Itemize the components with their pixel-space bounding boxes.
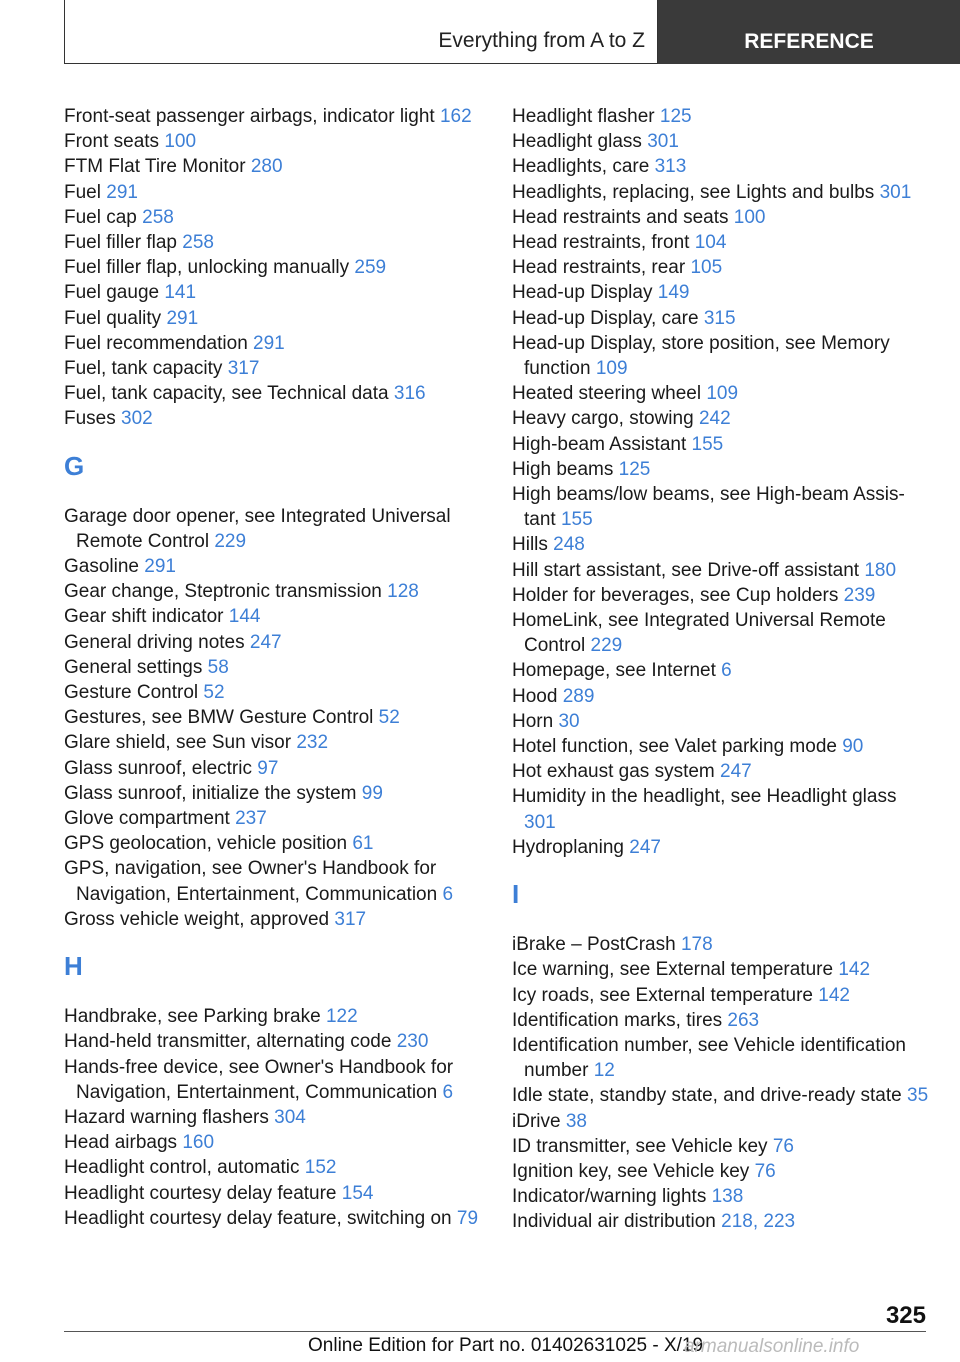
page-reference-link[interactable]: 154: [341, 1182, 374, 1204]
page-reference-link[interactable]: 315: [703, 307, 736, 329]
entry-term: Hot exhaust gas system: [512, 761, 715, 783]
entry-term: Ignition key, see Vehicle key: [512, 1160, 750, 1182]
page-reference-link[interactable]: 155: [691, 433, 724, 455]
index-entry: [64, 104, 484, 129]
page-reference-link[interactable]: 301: [524, 811, 556, 833]
page-reference-link[interactable]: 242: [698, 408, 731, 430]
index-entry: [64, 205, 484, 230]
index-entry: [64, 1130, 484, 1155]
index-entry: [512, 230, 932, 255]
entry-term: Headlight control, automatic: [64, 1157, 300, 1179]
entry-term: Fuel recommendation: [64, 332, 248, 354]
entry-term: Hotel function, see Valet parking mode: [512, 736, 837, 758]
page-reference-link[interactable]: 237: [235, 808, 267, 830]
entry-term: Holder for beverages, see Cup holders: [512, 584, 839, 606]
entry-term: Fuel, tank capacity: [64, 358, 223, 380]
page-reference-link[interactable]: 259: [354, 257, 387, 279]
index-entry: [512, 1159, 932, 1184]
index-entry: [512, 1083, 932, 1108]
entry-term: Identification marks, tires: [512, 1009, 723, 1031]
page-reference-link[interactable]: 30: [558, 710, 580, 732]
page-reference-link[interactable]: 58: [207, 656, 229, 678]
page-reference-link[interactable]: 291: [144, 556, 176, 578]
page-reference-link[interactable]: 79: [456, 1207, 479, 1229]
page-reference-link[interactable]: 301: [647, 131, 679, 153]
page-reference-link[interactable]: 247: [249, 631, 282, 653]
entry-term: GPS, navigation, see Owner's Handbook for Navigation, Entertainment, Communication: [64, 858, 438, 905]
entry-term: Handbrake, see Parking brake: [64, 1006, 321, 1028]
entry-term: Hood: [512, 685, 558, 707]
index-entry: [64, 381, 484, 406]
entry-term: Head restraints, front: [512, 232, 690, 254]
page-reference-link[interactable]: 317: [334, 908, 367, 930]
index-entry: [512, 104, 932, 129]
entry-term: Headlights, replacing, see Lights and bulbs: [512, 181, 875, 203]
entry-term: Identification number, see Vehicle identification number: [512, 1034, 906, 1082]
index-letter-heading: H: [64, 951, 83, 982]
page-reference-link[interactable]: 104: [694, 232, 727, 254]
page-reference-link[interactable]: 247: [720, 761, 752, 783]
entry-term: High beams/low beams, see High-beam Assis-tant: [512, 484, 905, 531]
page-reference-link[interactable]: 301: [879, 181, 912, 203]
entry-term: iBrake – PostCrash: [512, 934, 676, 956]
index-entry: [64, 154, 484, 179]
index-entry: [512, 482, 932, 532]
page-reference-link[interactable]: 38: [565, 1110, 587, 1132]
page-reference-link[interactable]: 291: [253, 332, 285, 354]
entry-term: Heavy cargo, stowing: [512, 408, 694, 430]
index-entry: [64, 356, 484, 381]
index-entry: [64, 1029, 484, 1054]
index-entry: [64, 554, 484, 579]
index-entry: [512, 1209, 932, 1234]
index-entry: [512, 1008, 932, 1033]
entry-term: Fuel quality: [64, 307, 162, 329]
entry-term: Headlight glass: [512, 131, 642, 153]
index-entry: [64, 630, 484, 655]
index-entry: [64, 730, 484, 755]
entry-term: Head-up Display, care: [512, 307, 699, 329]
index-entry: [512, 784, 932, 834]
page-reference-link[interactable]: 122: [325, 1006, 358, 1028]
page-reference-link[interactable]: 99: [361, 782, 383, 804]
entry-term: Head airbags: [64, 1132, 178, 1154]
index-entry: [64, 806, 484, 831]
entry-term: Homepage, see Internet: [512, 660, 716, 682]
entry-term: Hands-free device, see Owner's Handbook for Navigation, Entertainment, Communication: [64, 1056, 454, 1103]
index-entry: [64, 180, 484, 205]
index-entry: [512, 835, 932, 860]
entry-term: Horn: [512, 710, 554, 732]
index-entry: [512, 205, 932, 230]
entry-term: General settings: [64, 656, 203, 678]
page-reference-link[interactable]: 258: [182, 232, 214, 254]
page-number: 325: [885, 1302, 926, 1329]
index-entry: [512, 684, 932, 709]
index-column-left: [64, 104, 484, 1231]
page-reference-link[interactable]: 289: [562, 685, 595, 707]
entry-term: Fuel filler flap, unlocking manually: [64, 257, 350, 279]
page-reference-link[interactable]: 180: [864, 559, 897, 581]
entry-term: Gear shift indicator: [64, 606, 224, 628]
page-reference-link[interactable]: 178: [680, 934, 713, 956]
index-entry: [64, 1181, 484, 1206]
index-entry: [64, 306, 484, 331]
page-reference-link[interactable]: 125: [618, 458, 651, 480]
page-reference-link[interactable]: 142: [838, 959, 871, 981]
page-reference-link[interactable]: 90: [842, 736, 864, 758]
page-reference-link[interactable]: 76: [772, 1135, 794, 1157]
page-reference-link[interactable]: 317: [227, 358, 260, 380]
page-reference-link[interactable]: 141: [164, 282, 197, 304]
index-entry: [64, 680, 484, 705]
page-reference-link[interactable]: 138: [711, 1186, 744, 1208]
entry-term: Glare shield, see Sun visor: [64, 732, 292, 754]
page-reference-link[interactable]: 291: [166, 307, 199, 329]
index-entry: [64, 230, 484, 255]
entry-term: Gesture Control: [64, 682, 199, 704]
index-entry: [512, 1184, 932, 1209]
entry-term: Gestures, see BMW Gesture Control: [64, 707, 374, 729]
index-entry: [64, 705, 484, 730]
page-reference-link[interactable]: 6: [721, 660, 732, 682]
index-entry: [512, 154, 932, 179]
index-entry: [64, 331, 484, 356]
index-letter-heading: G: [64, 450, 85, 481]
index-entry: [512, 1134, 932, 1159]
entry-term: iDrive: [512, 1110, 561, 1132]
index-entry: [64, 1055, 484, 1105]
index-entry: [64, 1004, 484, 1029]
entry-term: FTM Flat Tire Monitor: [64, 156, 246, 178]
index-entry: [64, 129, 484, 154]
index-entry: [512, 983, 932, 1008]
entry-term: Fuel gauge: [64, 282, 160, 304]
entry-term: HomeLink, see Integrated Universal Remote Control: [512, 610, 886, 657]
page-reference-link[interactable]: 12: [593, 1060, 615, 1082]
watermark: armanualsonline.info: [684, 1336, 860, 1357]
entry-term: Front seats: [64, 131, 160, 153]
entry-term: Hand-held transmitter, alternating code: [64, 1031, 392, 1053]
footer-text: Online Edition for Part no. 01402631025 - X/19: [308, 1335, 704, 1356]
index-entry: [64, 280, 484, 305]
entry-term: Glove compartment: [64, 808, 230, 830]
page-reference-link[interactable]: 35: [907, 1085, 929, 1107]
entry-term: Glass sunroof, initialize the system: [64, 782, 357, 804]
page-reference-link[interactable]: 313: [654, 156, 687, 178]
entry-term: Headlight courtesy delay feature, switching on: [64, 1207, 452, 1229]
page-reference-link[interactable]: 109: [595, 358, 628, 380]
index-entry: [512, 558, 932, 583]
index-entry: [512, 532, 932, 557]
index-entry: [64, 255, 484, 280]
page-reference-link[interactable]: 263: [727, 1009, 760, 1031]
index-entry: [64, 504, 484, 554]
index-column-right: [512, 104, 932, 1235]
entry-term: Gasoline: [64, 556, 139, 578]
entry-term: High-beam Assistant: [512, 433, 687, 455]
page-reference-link[interactable]: 155: [560, 509, 593, 531]
entry-term: Fuel, tank capacity, see Technical data: [64, 383, 389, 405]
page-reference-link[interactable]: 160: [182, 1132, 215, 1154]
page-reference-link[interactable]: 232: [296, 732, 329, 754]
index-entry: [64, 1155, 484, 1180]
page-reference-link[interactable]: 61: [352, 833, 374, 855]
index-entry: [512, 658, 932, 683]
page-reference-link[interactable]: 100: [733, 206, 766, 228]
index-entry: [512, 759, 932, 784]
entry-term: Head restraints, rear: [512, 257, 686, 279]
index-entry: [512, 381, 932, 406]
page-reference-link[interactable]: 128: [387, 581, 419, 603]
entry-term: GPS geolocation, vehicle position: [64, 833, 348, 855]
page-reference-link[interactable]: 6: [442, 883, 454, 905]
footer-divider: [64, 1331, 926, 1332]
index-entry: [64, 907, 484, 932]
index-entry: [64, 831, 484, 856]
page-reference-link[interactable]: 280: [250, 156, 283, 178]
index-entry: [512, 957, 932, 982]
page-reference-link[interactable]: 302: [121, 408, 153, 430]
index-entry: [512, 406, 932, 431]
index-entry: [512, 180, 932, 205]
index-entry: [64, 1206, 484, 1231]
index-entry: [64, 604, 484, 629]
entry-term: Humidity in the headlight, see Headlight glass: [512, 786, 897, 808]
page-reference-link[interactable]: 218, 223: [721, 1211, 796, 1233]
index-letter-heading: I: [512, 879, 520, 910]
page-reference-link[interactable]: 97: [257, 757, 279, 779]
entry-term: Headlights, care: [512, 156, 650, 178]
entry-term: Heated steering wheel: [512, 383, 702, 405]
page-reference-link[interactable]: 52: [378, 707, 400, 729]
page-reference-link[interactable]: 100: [164, 131, 197, 153]
page-reference-link[interactable]: 6: [442, 1081, 454, 1103]
entry-term: Headlight courtesy delay feature: [64, 1182, 337, 1204]
entry-term: Head-up Display, store position, see Memory function: [512, 332, 890, 380]
index-entry: [64, 406, 484, 431]
entry-term: General driving notes: [64, 631, 245, 653]
entry-term: Hazard warning flashers: [64, 1106, 269, 1128]
entry-term: ID transmitter, see Vehicle key: [512, 1135, 768, 1157]
entry-term: Glass sunroof, electric: [64, 757, 252, 779]
entry-term: Gross vehicle weight, approved: [64, 908, 330, 930]
index-entry: [512, 280, 932, 305]
page-reference-link[interactable]: 247: [629, 836, 661, 858]
entry-term: Hydroplaning: [512, 836, 624, 858]
index-entry: [512, 129, 932, 154]
index-entry: [512, 932, 932, 957]
index-entry: [512, 255, 932, 280]
index-entry: [64, 655, 484, 680]
index-entry: [512, 734, 932, 759]
page-reference-link[interactable]: 248: [553, 534, 585, 556]
index-entry: [64, 781, 484, 806]
page-reference-link[interactable]: 162: [439, 106, 472, 127]
entry-term: Head-up Display: [512, 282, 653, 304]
page-reference-link[interactable]: 230: [396, 1031, 429, 1053]
index-entry: [64, 756, 484, 781]
index-entry: [64, 856, 484, 906]
page-reference-link[interactable]: 144: [228, 606, 261, 628]
page-reference-link[interactable]: 152: [304, 1157, 337, 1179]
page-reference-link[interactable]: 76: [754, 1160, 776, 1182]
index-entry: [512, 709, 932, 734]
entry-term: Icy roads, see External temperature: [512, 984, 813, 1006]
page-reference-link[interactable]: 304: [274, 1106, 306, 1128]
page-reference-link[interactable]: 229: [214, 530, 247, 552]
entry-term: Indicator/warning lights: [512, 1186, 707, 1208]
page-reference-link[interactable]: 125: [659, 106, 692, 127]
entry-term: Headlight flasher: [512, 106, 655, 127]
page-reference-link[interactable]: 109: [706, 383, 739, 405]
index-entry: [512, 331, 932, 381]
index-entry: [512, 608, 932, 658]
entry-term: Ice warning, see External temperature: [512, 959, 834, 981]
page-reference-link[interactable]: 105: [690, 257, 723, 279]
entry-term: Fuel: [64, 181, 101, 203]
page-reference-link[interactable]: 229: [590, 635, 623, 657]
page-reference-link[interactable]: 52: [203, 682, 225, 704]
index-entry: [512, 1033, 932, 1083]
entry-term: Fuses: [64, 408, 116, 430]
page-header: [64, 0, 960, 64]
index-entry: [512, 306, 932, 331]
page-reference-link[interactable]: 149: [657, 282, 690, 304]
page-reference-link[interactable]: 316: [393, 383, 426, 405]
page-reference-link[interactable]: 258: [142, 206, 174, 228]
page-reference-link[interactable]: 142: [818, 984, 850, 1006]
page-reference-link[interactable]: 239: [843, 584, 876, 606]
entry-term: Front-seat passenger airbags, indicator light: [64, 106, 435, 127]
index-entry: [64, 579, 484, 604]
entry-term: Fuel cap: [64, 206, 137, 228]
entry-term: Individual air distribution: [512, 1211, 716, 1233]
entry-term: Idle state, standby state, and drive-ready state: [512, 1085, 902, 1107]
section-title: Everything from A to Z: [64, 0, 658, 64]
chapter-tab: REFERENCE: [658, 0, 960, 64]
entry-term: Garage door opener, see Integrated Universal Remote Control: [64, 505, 451, 552]
entry-term: Hill start assistant, see Drive-off assistant: [512, 559, 860, 581]
entry-term: Gear change, Steptronic transmission: [64, 581, 382, 603]
entry-term: High beams: [512, 458, 614, 480]
index-entry: [64, 1105, 484, 1130]
entry-term: Hills: [512, 534, 548, 556]
entry-term: Fuel filler flap: [64, 232, 177, 254]
page-reference-link[interactable]: 291: [106, 181, 138, 203]
index-entry: [512, 432, 932, 457]
index-entry: [512, 1109, 932, 1134]
index-entry: [512, 457, 932, 482]
entry-term: Head restraints and seats: [512, 206, 729, 228]
index-entry: [512, 583, 932, 608]
